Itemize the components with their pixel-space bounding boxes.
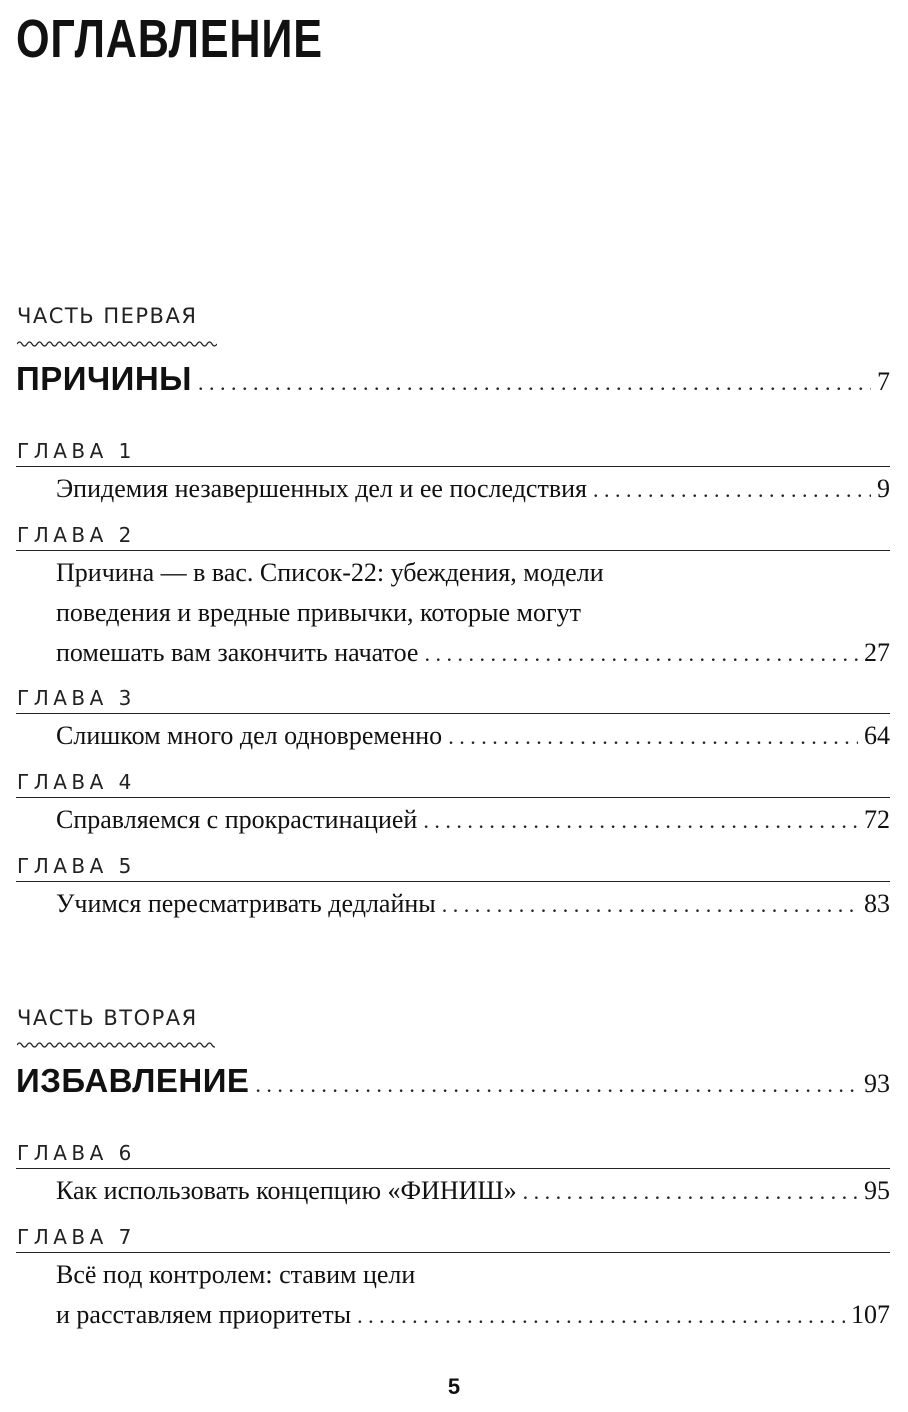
chapter-label: ГЛАВА 1	[17, 439, 136, 463]
divider	[16, 881, 890, 882]
part-label: ЧАСТЬ ПЕРВАЯ	[17, 304, 198, 328]
part-title-row	[16, 360, 890, 400]
divider	[16, 797, 890, 798]
chapter-entry	[56, 800, 890, 841]
footer-page-number: 5	[447, 1374, 461, 1399]
chapter-entry	[56, 716, 890, 757]
page-number: 64	[864, 721, 890, 750]
chapter-title-line: и расставляем приоритеты	[56, 1300, 352, 1329]
page-number: 95	[864, 1176, 890, 1205]
chapter-entry	[56, 553, 890, 674]
chapter-title-line: поведения и вредные привычки, которые могут	[56, 598, 582, 627]
chapter-title-line: Справляемся с прокрастинацией	[56, 805, 418, 834]
divider	[16, 466, 890, 467]
wavy-underline	[17, 340, 217, 348]
chapter-label: ГЛАВА 7	[17, 1225, 136, 1249]
chapter-label: ГЛАВА 5	[17, 854, 136, 878]
dot-leader	[198, 370, 871, 396]
dot-leader	[593, 470, 871, 510]
chapter-title-line: Как использовать концепцию «ФИНИШ»	[56, 1176, 517, 1205]
chapter-title-line: Причина — в вас. Список-22: убеждения, модели	[56, 558, 604, 587]
page-number: 27	[864, 638, 890, 667]
page-number: 72	[864, 805, 890, 834]
chapter-label: ГЛАВА 4	[17, 770, 136, 794]
chapter-label: ГЛАВА 2	[17, 523, 136, 547]
toc-title: ОГЛАВЛЕНИЕ	[16, 9, 323, 69]
chapter-entry	[56, 469, 890, 510]
dot-leader	[255, 1072, 858, 1098]
part-label: ЧАСТЬ ВТОРАЯ	[17, 1006, 198, 1030]
dot-leader	[357, 1296, 845, 1336]
page-number: 7	[877, 367, 890, 396]
chapter-title-line: Учимся пересматривать дедлайны	[56, 889, 436, 918]
chapter-entry	[56, 884, 890, 925]
chapter-label: ГЛАВА 6	[17, 1141, 136, 1165]
divider	[16, 550, 890, 551]
part-title: ИЗБАВЛЕНИЕ	[16, 1062, 250, 1099]
dot-leader	[424, 634, 858, 674]
wavy-underline	[17, 1041, 215, 1049]
chapter-title-line: Всё под контролем: ставим цели	[56, 1260, 416, 1289]
divider	[16, 1168, 890, 1169]
chapter-title-line: Эпидемия незавершенных дел и ее последствия	[56, 474, 587, 503]
chapter-title-line: помешать вам закончить начатое	[56, 638, 419, 667]
page-number: 9	[877, 474, 890, 503]
chapter-label: ГЛАВА 3	[17, 686, 136, 710]
part-title-row	[16, 1062, 890, 1102]
dot-leader	[442, 885, 858, 925]
dot-leader	[423, 801, 858, 841]
page-number: 83	[864, 889, 890, 918]
page-number: 93	[864, 1069, 890, 1098]
dot-leader	[523, 1172, 858, 1212]
chapter-title-line: Слишком много дел одновременно	[56, 721, 443, 750]
part-title: ПРИЧИНЫ	[16, 360, 192, 397]
page-number: 107	[851, 1300, 890, 1329]
divider	[16, 713, 890, 714]
chapter-entry	[56, 1171, 890, 1212]
divider	[16, 1252, 890, 1253]
chapter-entry	[56, 1255, 890, 1336]
dot-leader	[448, 717, 858, 757]
